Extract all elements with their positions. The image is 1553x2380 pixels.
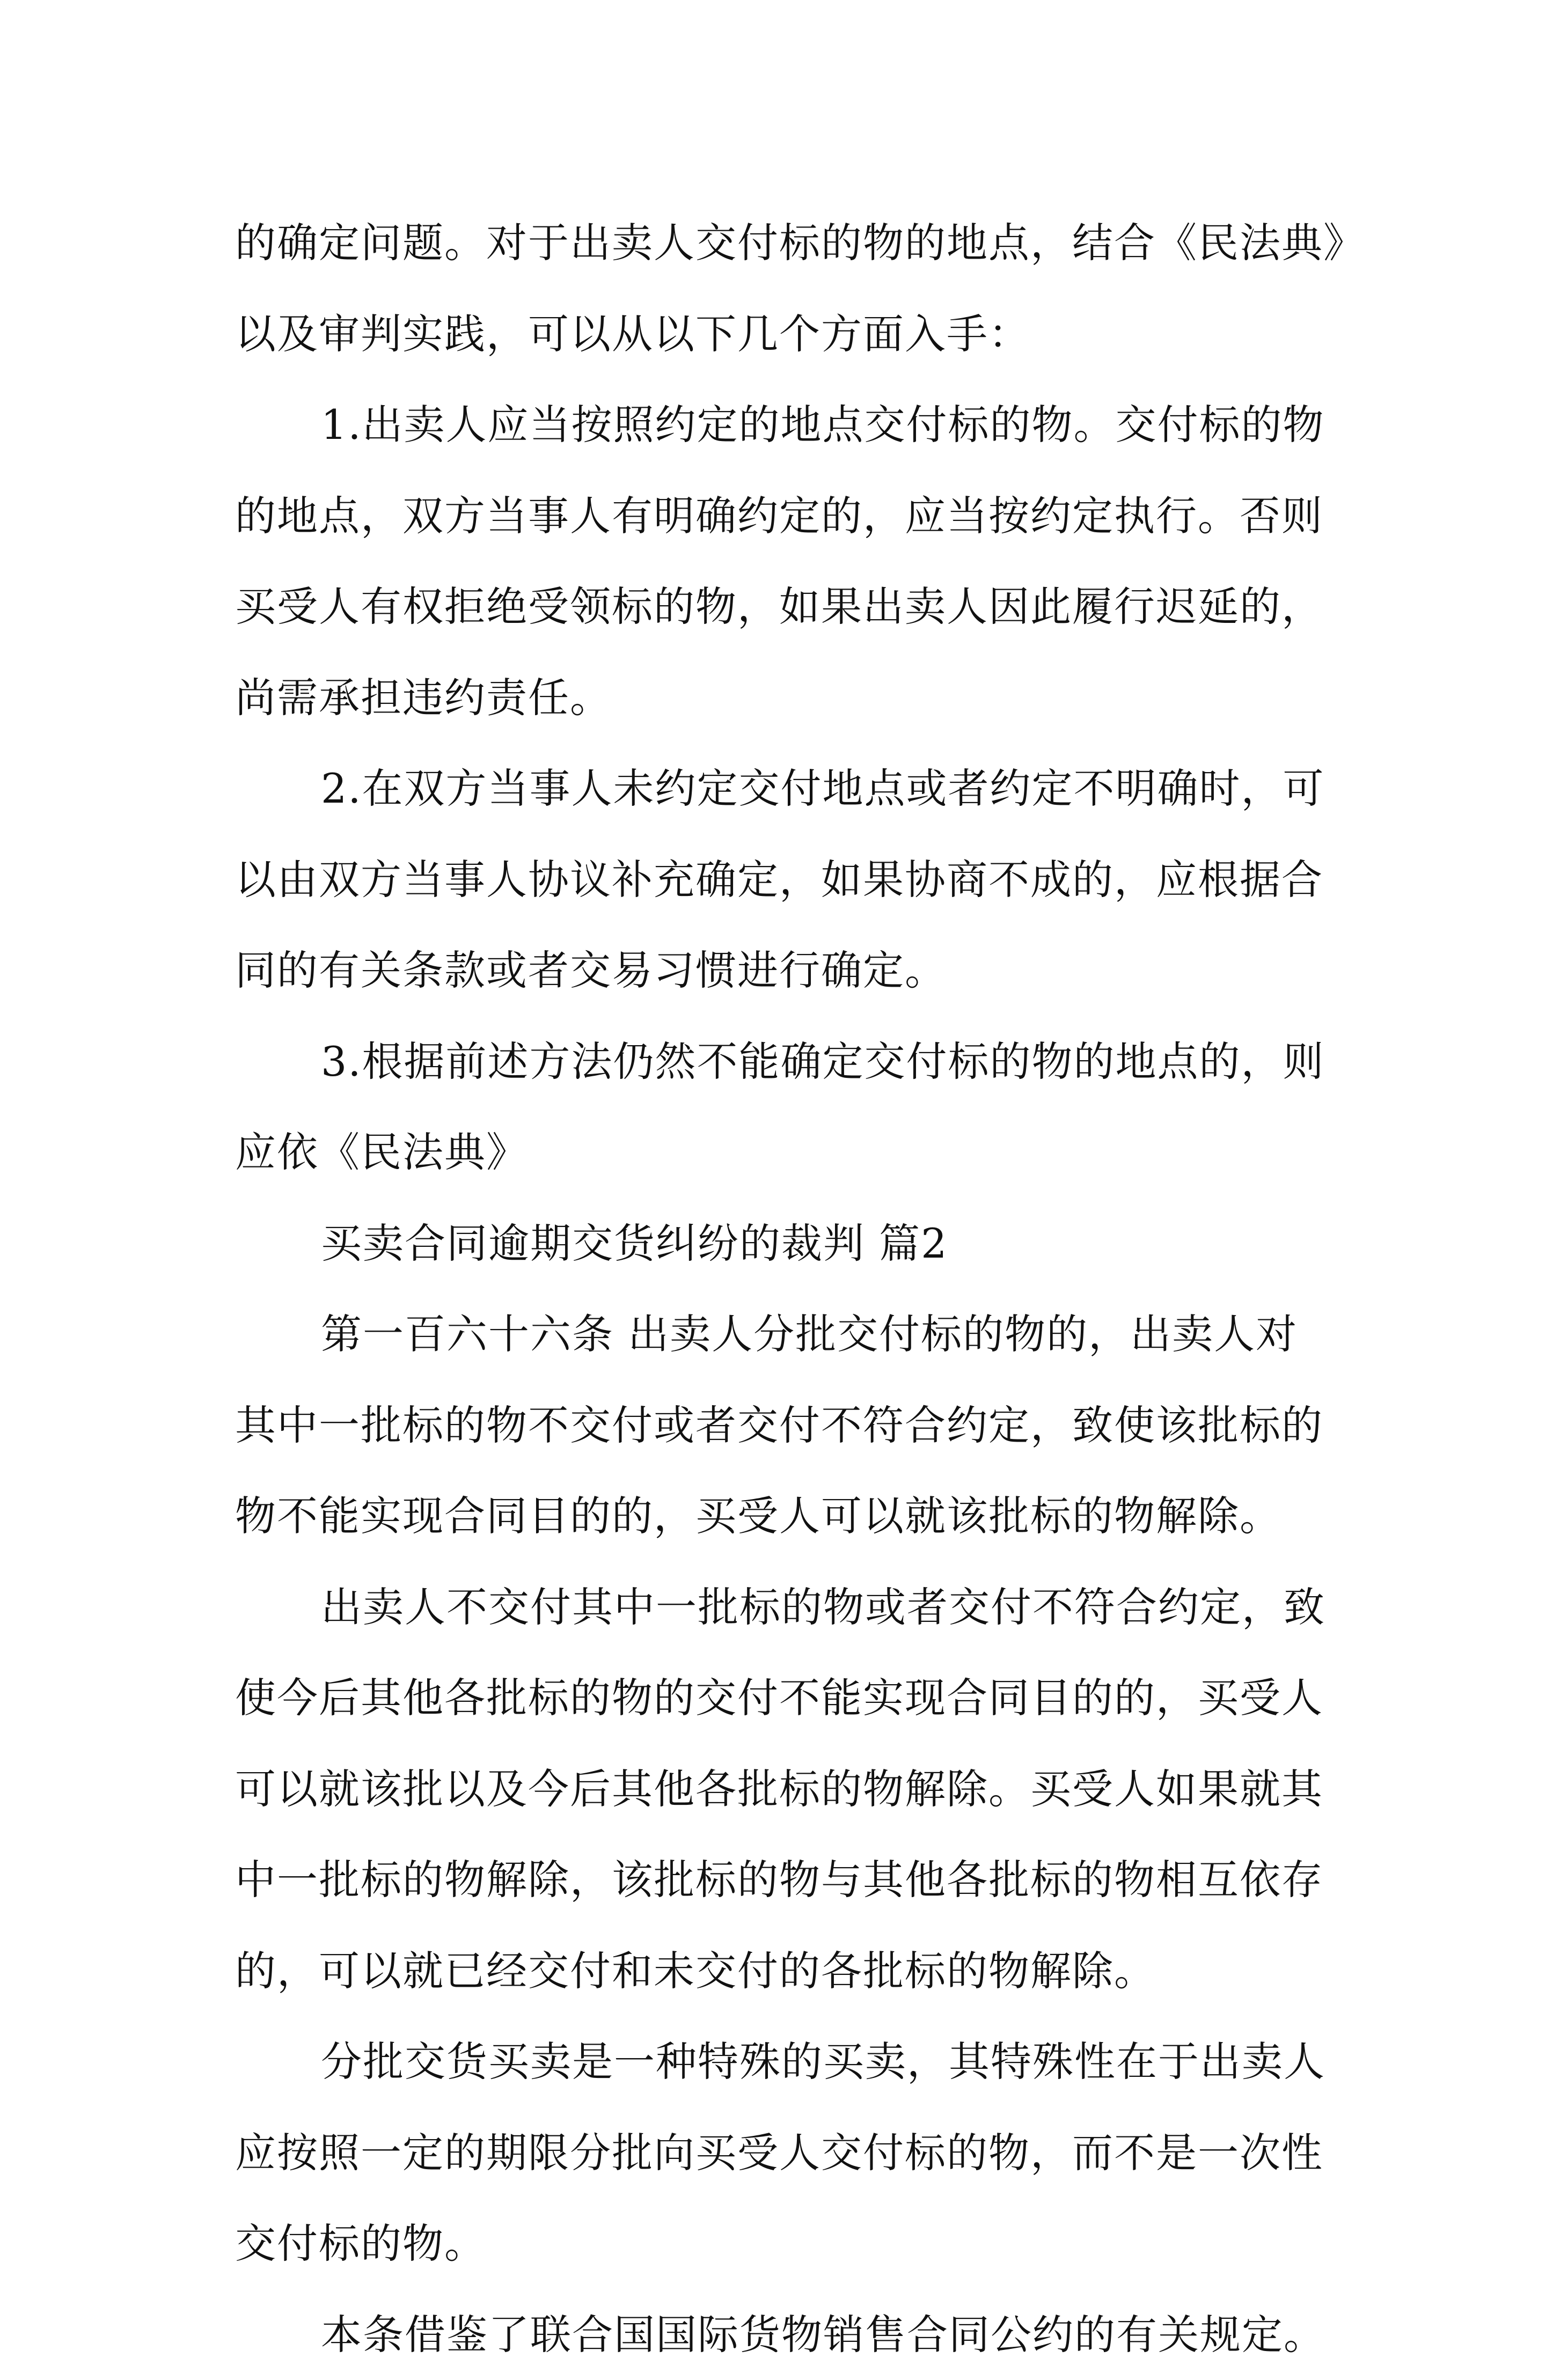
article-first-line: 第一百六十六条 出卖人分批交付标的物的，出卖人对 [235,1289,1346,1380]
list-item-3-line: 3.根据前述方法仍然不能确定交付标的物的地点的，则 [235,1016,1346,1107]
text-line: 可以就该批以及今后其他各批标的物解除。买受人如果就其 [235,1744,1346,1835]
list-item-2-line: 2.在双方当事人未约定交付地点或者约定不明确时，可 [235,743,1346,834]
text-line: 的地点，双方当事人有明确约定的，应当按约定执行。否则 [235,471,1346,562]
text-line: 的，可以就已经交付和未交付的各批标的物解除。 [235,1926,1346,2017]
text-line: 买受人有权拒绝受领标的物，如果出卖人因此履行迟延的， [235,561,1346,652]
list-item-1-line: 1.出卖人应当按照约定的地点交付标的物。交付标的物 [235,379,1346,471]
text-line: 中一批标的物解除，该批标的物与其他各批标的物相互依存 [235,1834,1346,1926]
document-body [235,197,1346,2380]
text-line: 以及审判实践，可以从以下几个方面入手： [235,289,1346,380]
section-heading: 买卖合同逾期交货纠纷的裁判 篇2 [235,1198,1346,1289]
text-line: 应按照一定的期限分批向买受人交付标的物，而不是一次性 [235,2107,1346,2199]
text-line: 同的有关条款或者交易习惯进行确定。 [235,925,1346,1016]
text-line: 的确定问题。对于出卖人交付标的物的地点，结合《民法典》 [235,197,1346,289]
text-line: 交付标的物。 [235,2198,1346,2289]
text-line: 使今后其他各批标的物的交付不能实现合同目的的，买受人 [235,1652,1346,1744]
text-line: 应依《民法典》 [235,1107,1346,1198]
text-line: 尚需承担违约责任。 [235,652,1346,744]
paragraph-first-line: 本条借鉴了联合国国际货物销售合同公约的有关规定。 [235,2289,1346,2380]
paragraph-first-line: 分批交货买卖是一种特殊的买卖，其特殊性在于出卖人 [235,2016,1346,2107]
text-line: 以由双方当事人协议补充确定，如果协商不成的，应根据合 [235,834,1346,925]
text-line: 其中一批标的物不交付或者交付不符合约定，致使该批标的 [235,1380,1346,1471]
paragraph-first-line: 出卖人不交付其中一批标的物或者交付不符合约定，致 [235,1562,1346,1653]
text-line: 物不能实现合同目的的，买受人可以就该批标的物解除。 [235,1471,1346,1562]
